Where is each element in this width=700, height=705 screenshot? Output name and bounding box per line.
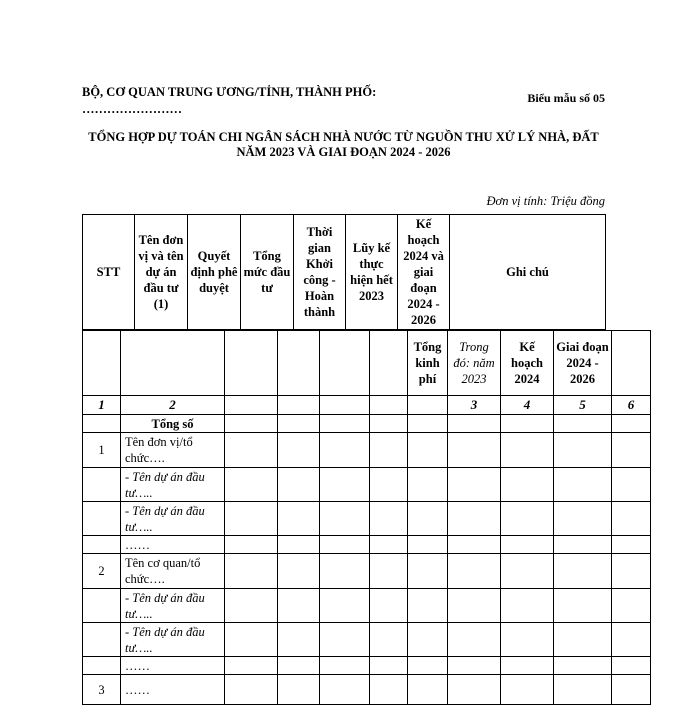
row-name: - Tên dự án đầu tư….. <box>121 502 225 536</box>
row-name: - Tên dự án đầu tư….. <box>121 623 225 657</box>
empty-cell <box>554 657 612 675</box>
unit-label: Đơn vị tính: Triệu đồng <box>486 194 605 208</box>
row-name: …… <box>121 657 225 675</box>
empty-cell <box>320 554 370 589</box>
header-plan: Kế hoạch 2024 và giai đoạn 2024 - 2026 <box>398 215 450 330</box>
empty-cell <box>370 589 408 623</box>
empty-cell <box>554 433 612 468</box>
empty-cell <box>501 589 554 623</box>
row-stt <box>83 589 121 623</box>
empty-cell <box>448 675 501 705</box>
subheader-period: Giai đoạn 2024 - 2026 <box>554 331 612 396</box>
row-stt <box>83 502 121 536</box>
empty-cell <box>278 675 320 705</box>
empty-cell <box>554 536 612 554</box>
empty-cell <box>448 468 501 502</box>
header-stt: STT <box>83 215 135 330</box>
empty-cell <box>448 502 501 536</box>
row-name: …… <box>121 675 225 705</box>
empty-cell <box>225 589 278 623</box>
empty-cell <box>408 589 448 623</box>
empty-cell <box>501 536 554 554</box>
row-stt <box>83 657 121 675</box>
empty-cell <box>278 657 320 675</box>
empty-cell <box>501 657 554 675</box>
empty-cell <box>554 623 612 657</box>
empty-cell <box>408 468 448 502</box>
table-row <box>83 433 651 468</box>
empty-cell <box>225 623 278 657</box>
empty-cell <box>554 502 612 536</box>
empty-cell <box>554 589 612 623</box>
agency-header <box>82 84 442 118</box>
empty-cell <box>370 468 408 502</box>
empty-cell <box>370 675 408 705</box>
empty-cell <box>408 623 448 657</box>
empty-cell <box>225 536 278 554</box>
empty-cell <box>278 589 320 623</box>
empty-cell <box>370 536 408 554</box>
row-name: Tên cơ quan/tổ chức…. <box>121 554 225 589</box>
empty-cell <box>225 433 278 468</box>
empty-cell <box>554 554 612 589</box>
header-cumulative: Lũy kế thực hiện hết 2023 <box>346 215 398 330</box>
column-number: 1 <box>83 396 121 415</box>
empty-cell <box>225 554 278 589</box>
empty-cell <box>278 468 320 502</box>
empty-cell <box>320 433 370 468</box>
empty-cell <box>448 589 501 623</box>
header-total-investment: Tổng mức đầu tư <box>241 215 294 330</box>
empty-cell <box>278 554 320 589</box>
row-stt: 2 <box>83 554 121 589</box>
empty-cell <box>320 623 370 657</box>
empty-cell <box>448 433 501 468</box>
column-number: 6 <box>612 396 651 415</box>
header-note: Ghi chú <box>450 215 606 330</box>
empty-cell <box>501 623 554 657</box>
empty-cell <box>612 589 651 623</box>
empty-cell <box>612 536 651 554</box>
empty-cell <box>278 433 320 468</box>
empty-cell <box>225 502 278 536</box>
empty-cell <box>408 502 448 536</box>
table-row <box>83 468 651 502</box>
empty-cell <box>501 675 554 705</box>
empty-cell <box>278 623 320 657</box>
empty-cell <box>554 675 612 705</box>
empty-cell <box>370 657 408 675</box>
empty-cell <box>408 536 448 554</box>
agency-dots: …………………… <box>82 102 182 116</box>
empty-cell <box>501 554 554 589</box>
column-number: 5 <box>554 396 612 415</box>
empty-cell <box>320 536 370 554</box>
row-stt <box>83 536 121 554</box>
empty-cell <box>501 433 554 468</box>
header-time: Thời gian Khởi công - Hoàn thành <box>294 215 346 330</box>
empty-cell <box>554 468 612 502</box>
empty-cell <box>278 536 320 554</box>
empty-cell <box>408 433 448 468</box>
empty-cell <box>408 657 448 675</box>
empty-cell <box>448 536 501 554</box>
form-number: Biểu mẫu số 05 <box>527 91 605 105</box>
document-title <box>82 130 605 160</box>
row-stt: 1 <box>83 433 121 468</box>
empty-cell <box>612 554 651 589</box>
empty-cell <box>370 623 408 657</box>
column-number: 4 <box>501 396 554 415</box>
title-line-1: TỔNG HỢP DỰ TOÁN CHI NGÂN SÁCH NHÀ NƯỚC TỪ NGUỒN THU XỬ LÝ NHÀ, ĐẤT <box>88 130 599 144</box>
empty-cell <box>408 675 448 705</box>
table-row <box>83 536 651 554</box>
empty-cell <box>225 657 278 675</box>
empty-cell <box>501 502 554 536</box>
row-name: - Tên dự án đầu tư….. <box>121 468 225 502</box>
empty-cell <box>612 433 651 468</box>
data-table <box>82 330 651 705</box>
row-stt: 3 <box>83 675 121 705</box>
empty-cell <box>320 468 370 502</box>
table-row <box>83 623 651 657</box>
empty-cell <box>320 589 370 623</box>
empty-cell <box>370 433 408 468</box>
empty-cell <box>320 675 370 705</box>
header-decision: Quyết định phê duyệt <box>188 215 241 330</box>
row-name: Tên đơn vị/tổ chức…. <box>121 433 225 468</box>
row-stt <box>83 468 121 502</box>
empty-cell <box>320 502 370 536</box>
table-row <box>83 675 651 705</box>
empty-cell <box>370 502 408 536</box>
header-name: Tên đơn vị và tên dự án đầu tư (1) <box>135 215 188 330</box>
column-number: 2 <box>121 396 225 415</box>
subheader-total-funding: Tổng kinh phí <box>408 331 448 396</box>
empty-cell <box>612 468 651 502</box>
row-stt <box>83 623 121 657</box>
empty-cell <box>278 502 320 536</box>
empty-cell <box>448 657 501 675</box>
subheader-plan-2024: Kế hoạch 2024 <box>501 331 554 396</box>
table-row <box>83 554 651 589</box>
row-name: - Tên dự án đầu tư….. <box>121 589 225 623</box>
table-row <box>83 502 651 536</box>
total-row-label: Tổng số <box>121 415 225 433</box>
empty-cell <box>612 623 651 657</box>
title-line-2: NĂM 2023 VÀ GIAI ĐOẠN 2024 - 2026 <box>236 145 451 159</box>
row-name: …… <box>121 536 225 554</box>
subheader-of-which-2023: Trong đó: năm 2023 <box>448 331 501 396</box>
table-body <box>83 433 651 705</box>
empty-cell <box>612 502 651 536</box>
empty-cell <box>612 657 651 675</box>
empty-cell <box>225 468 278 502</box>
empty-cell <box>448 623 501 657</box>
table-row <box>83 657 651 675</box>
empty-cell <box>320 657 370 675</box>
empty-cell <box>501 468 554 502</box>
agency-line: BỘ, CƠ QUAN TRUNG ƯƠNG/TỈNH, THÀNH PHỐ: <box>82 85 377 99</box>
empty-cell <box>408 554 448 589</box>
empty-cell <box>448 554 501 589</box>
column-number: 3 <box>448 396 501 415</box>
empty-cell <box>370 554 408 589</box>
table-row <box>83 589 651 623</box>
empty-cell <box>225 675 278 705</box>
empty-cell <box>612 675 651 705</box>
main-header-table <box>82 214 606 330</box>
